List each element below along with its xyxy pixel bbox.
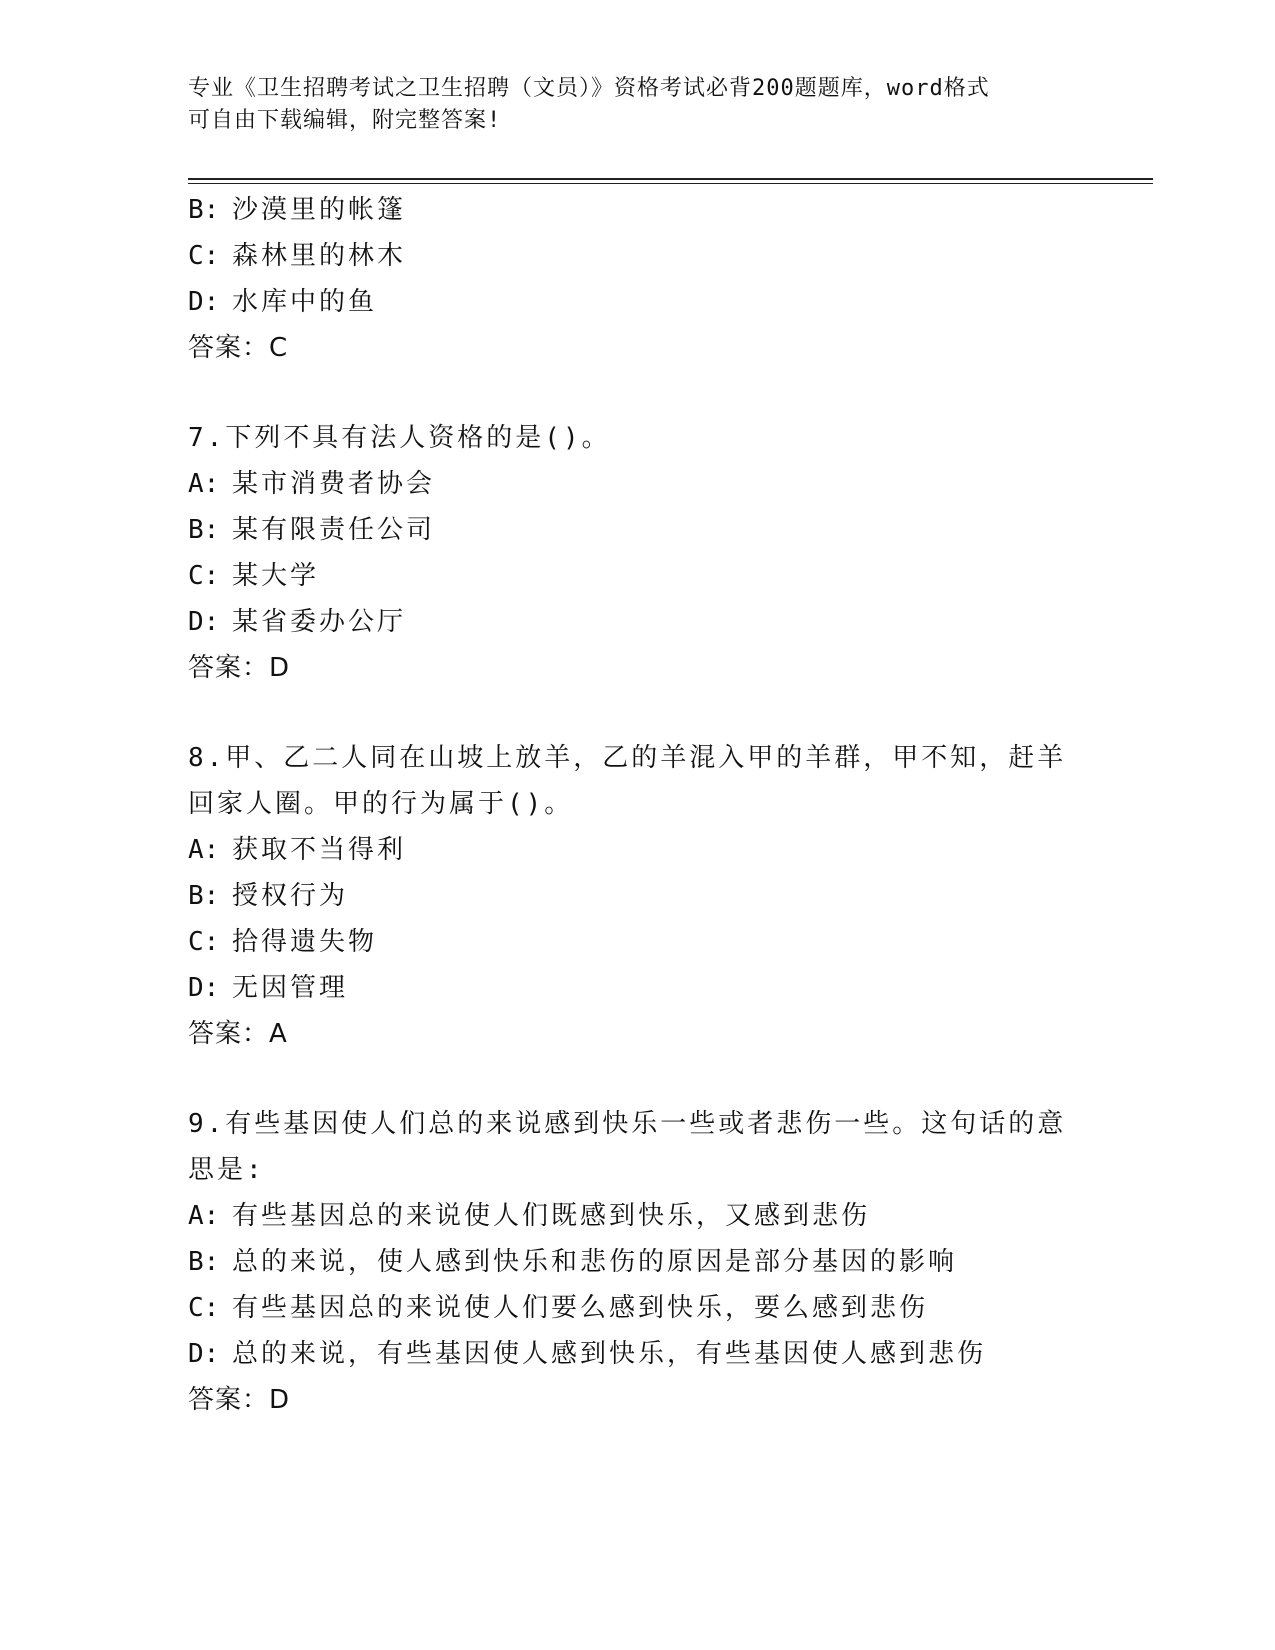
question-9 [188,1101,1148,1423]
option-a [188,461,1148,507]
option-text: 水库中的鱼 [232,287,378,317]
option-label: C: [188,241,220,271]
option-text: 某市消费者协会 [232,469,436,499]
option-text: 森林里的林木 [232,241,407,271]
option-d [188,1331,1148,1377]
option-text: 沙漠里的帐篷 [232,195,407,225]
option-b [188,873,1148,919]
option-text: 某有限责任公司 [232,515,436,545]
option-c [188,1285,1148,1331]
option-label: B: [188,1247,220,1277]
option-d [188,599,1148,645]
option-text: 有些基因总的来说使人们要么感到快乐，要么感到悲伤 [232,1293,929,1323]
option-text: 总的来说，使人感到快乐和悲伤的原因是部分基因的影响 [232,1247,958,1277]
option-text: 有些基因总的来说使人们既感到快乐，又感到悲伤 [232,1201,871,1231]
option-label: C: [188,927,220,957]
option-label: D: [188,287,220,317]
option-b [188,507,1148,553]
option-text: 授权行为 [232,881,349,911]
option-label: B: [188,195,220,225]
option-d [188,965,1148,1011]
header-line-2: 可自由下载编辑，附完整答案! [188,108,502,133]
header-rule-thick [188,178,1153,180]
option-label: D: [188,607,220,637]
option-label: C: [188,561,220,591]
question-6-tail [188,187,1148,371]
answer-line: 答案：D [188,1385,291,1415]
option-b [188,1239,1148,1285]
header-line-1: 专业《卫生招聘考试之卫生招聘（文员）》资格考试必背200题题库，word格式 [188,76,990,101]
option-text: 拾得遗失物 [232,927,378,957]
option-text: 某大学 [232,561,320,591]
question-stem-line-2: 思是: [188,1155,265,1185]
question-8 [188,735,1148,1057]
option-label: D: [188,1339,220,1369]
option-c [188,233,1148,279]
option-text: 获取不当得利 [232,835,407,865]
question-7 [188,415,1148,691]
spacer [188,691,1148,735]
document-header [188,73,1088,137]
spacer [188,1057,1148,1101]
option-label: A: [188,469,220,499]
question-stem-line-2: 回家人圈。甲的行为属于()。 [188,789,574,819]
option-label: A: [188,835,220,865]
answer-line: 答案：A [188,1019,288,1049]
question-stem: 7.下列不具有法人资格的是()。 [188,423,611,453]
option-a [188,827,1148,873]
option-b [188,187,1148,233]
question-stem-line-1: 9.有些基因使人们总的来说感到快乐一些或者悲伤一些。这句话的意 [188,1109,1067,1139]
option-label: A: [188,1201,220,1231]
question-content [188,187,1148,1423]
question-stem-line-1: 8.甲、乙二人同在山坡上放羊，乙的羊混入甲的羊群，甲不知，赶羊 [188,743,1067,773]
option-label: B: [188,515,220,545]
option-text: 某省委办公厅 [232,607,407,637]
answer-line: 答案：C [188,333,289,363]
option-text: 总的来说，有些基因使人感到快乐，有些基因使人感到悲伤 [232,1339,987,1369]
option-c [188,553,1148,599]
option-label: C: [188,1293,220,1323]
option-a [188,1193,1148,1239]
option-c [188,919,1148,965]
option-label: B: [188,881,220,911]
spacer [188,371,1148,415]
answer-line: 答案：D [188,653,291,683]
option-label: D: [188,973,220,1003]
option-d [188,279,1148,325]
header-rule-thin [188,183,1153,184]
option-text: 无因管理 [232,973,349,1003]
